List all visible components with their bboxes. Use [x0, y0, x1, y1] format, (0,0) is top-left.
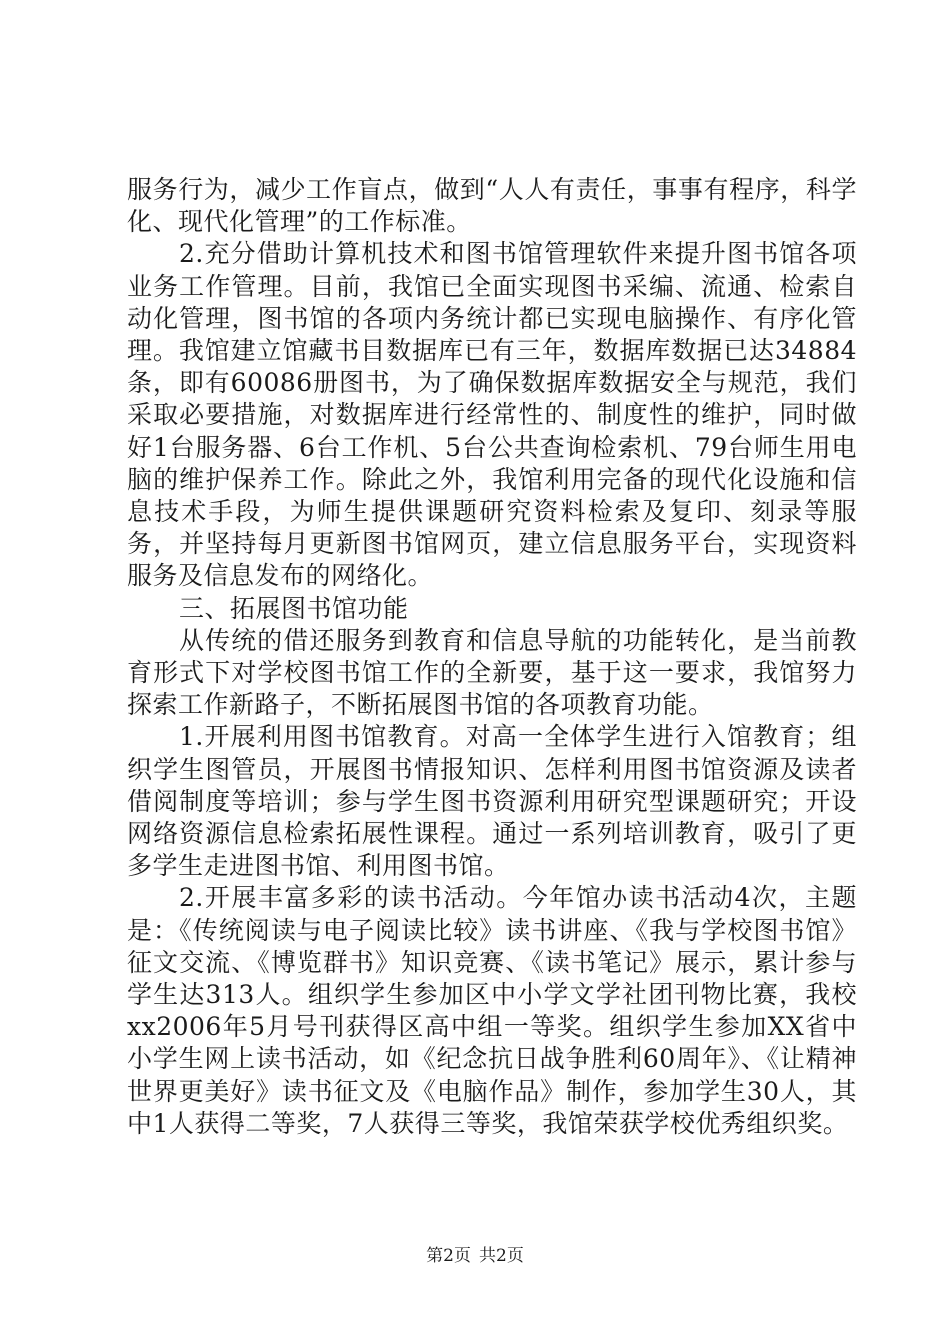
document-body: [127, 174, 857, 1140]
section-heading: 三、拓展图书馆功能: [179, 593, 409, 623]
paragraph: 从传统的借还服务到教育和信息导航的功能转化，是当前教育形式下对学校图书馆工作的全新要，基于这一要求，我馆努力探索工作新路子，不断拓展图书馆的各项教育功能。: [127, 625, 857, 720]
paragraph: 2.充分借助计算机技术和图书馆管理软件来提升图书馆各项业务工作管理。目前，我馆已全面实现图书采编、流通、检索自动化管理，图书馆的各项内务统计都已实现电脑操作、有序化管理。我馆建立馆藏书目数据库已有三年，数据库数据已达34884条，即有60086册图书，为了确保数据库数据安全与规范，我们采取必要措施，对数据库进行经常性的、制度性的维护，同时做好1台服务器、6台工作机、5台公共查询检索机、79台师生用电脑的维护保养工作。除此之外，我馆利用完备的现代化设施和信息技术手段，为师生提供课题研究资料检索及复印、刻录等服务，并坚持每月更新图书馆网页，建立信息服务平台，实现资料服务及信息发布的网络化。: [127, 239, 857, 591]
page-number: 第2页: [426, 1246, 471, 1266]
paragraph: 2.开展丰富多彩的读书活动。今年馆办读书活动4次，主题是：《传统阅读与电子阅读比较》读书讲座、《我与学校图书馆》征文交流、《博览群书》知识竞赛、《读书笔记》展示，累计参与学生达313人。组织学生参加区中小学文学社团刊物比赛，我校xx2006年5月号刊获得区高中组一等奖。组织学生参加XX省中小学生网上读书活动，如《纪念抗日战争胜利60周年》、《让精神世界更美好》读书征文及《电脑作品》制作，参加学生30人，其中1人获得二等奖，7人获得三等奖，我馆荣获学校优秀组织奖。: [127, 883, 857, 1138]
page-total: 共2页: [479, 1246, 524, 1266]
page-footer: [0, 1246, 950, 1266]
paragraph: 服务行为，减少工作盲点，做到“人人有责任，事事有程序，科学化、现代化管理”的工作标准。: [127, 175, 857, 237]
paragraph: 1.开展利用图书馆教育。对高一全体学生进行入馆教育；组织学生图管员，开展图书情报知识、怎样利用图书馆资源及读者借阅制度等培训；参与学生图书资源利用研究型课题研究；开设网络资源信息检索拓展性课程。通过一系列培训教育，吸引了更多学生走进图书馆、利用图书馆。: [127, 722, 857, 881]
